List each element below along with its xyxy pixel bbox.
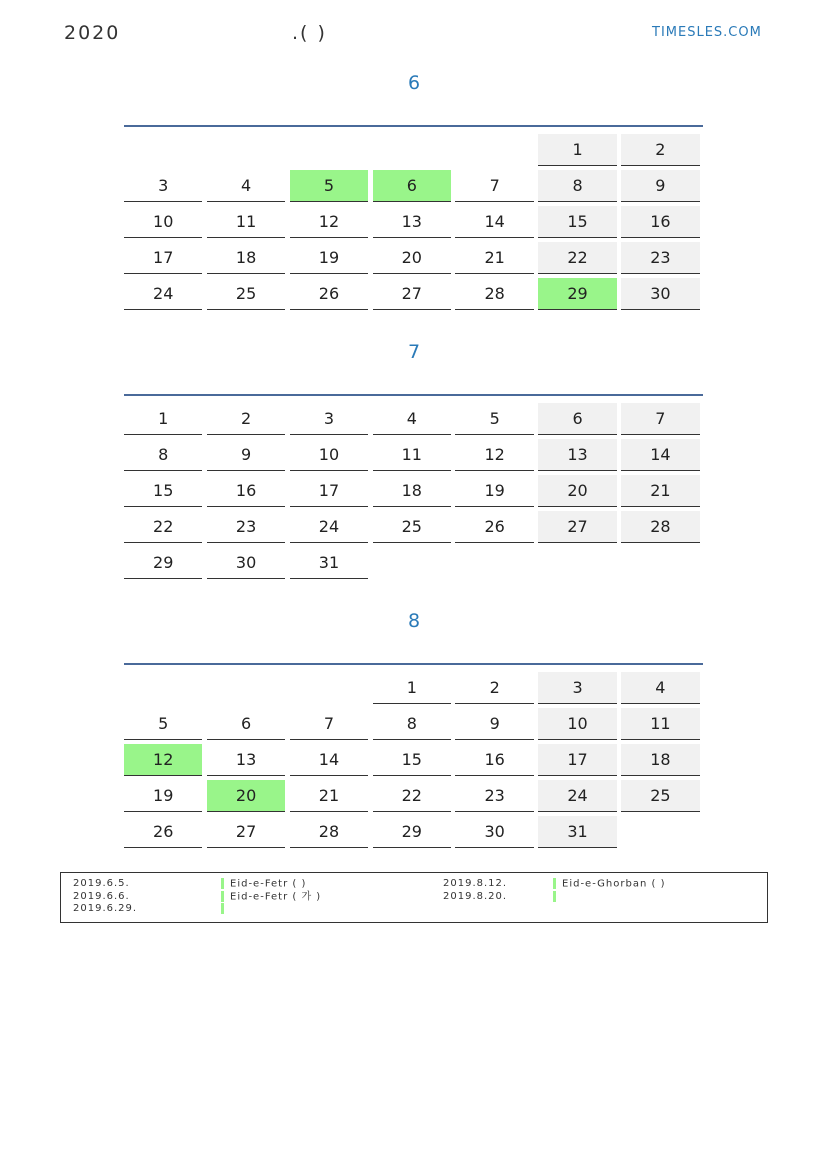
weekend-day-cell: 21: [621, 475, 699, 507]
week-row: [124, 816, 704, 852]
day-cell: 13: [207, 744, 285, 776]
weekend-day-cell: 17: [538, 744, 616, 776]
month-title: 8: [407, 610, 421, 632]
empty-day-cell: [207, 672, 285, 703]
legend-names-right: [553, 878, 665, 903]
day-cell: 27: [207, 816, 285, 848]
day-cell: 15: [124, 475, 202, 507]
legend-date: 2019.6.29.: [73, 903, 138, 914]
holiday-day-cell: 5: [290, 170, 368, 202]
legend-dates-left: [73, 878, 137, 916]
day-cell: 22: [373, 780, 451, 812]
day-cell: 5: [124, 708, 202, 740]
empty-day-cell: [124, 672, 202, 703]
empty-day-cell: [290, 672, 368, 703]
legend-dates-right: [443, 878, 507, 903]
day-cell: 12: [290, 206, 368, 238]
empty-day-cell: [290, 134, 368, 165]
day-cell: 26: [290, 278, 368, 310]
day-cell: 30: [207, 547, 285, 579]
holiday-day-cell: 29: [538, 278, 616, 310]
day-cell: 18: [207, 242, 285, 274]
legend-entry: [221, 903, 321, 916]
empty-day-cell: [621, 547, 699, 578]
weekend-day-cell: 10: [538, 708, 616, 740]
day-cell: 12: [455, 439, 533, 471]
week-row: [124, 242, 704, 278]
brand-link[interactable]: TIMESLES.COM: [652, 25, 762, 40]
week-row: [124, 475, 704, 511]
holiday-marker: [553, 891, 556, 902]
weekend-day-cell: 14: [621, 439, 699, 471]
day-cell: 1: [124, 403, 202, 435]
day-cell: 28: [455, 278, 533, 310]
week-row: [124, 672, 704, 708]
empty-day-cell: [538, 547, 616, 578]
weekend-day-cell: 8: [538, 170, 616, 202]
empty-day-cell: [124, 134, 202, 165]
day-cell: 13: [373, 206, 451, 238]
day-cell: 16: [455, 744, 533, 776]
legend-entry: [221, 891, 321, 904]
week-row: [124, 403, 704, 439]
weekend-day-cell: 15: [538, 206, 616, 238]
weekend-day-cell: 24: [538, 780, 616, 812]
weekend-day-cell: 25: [621, 780, 699, 812]
month-divider: [124, 663, 703, 665]
weekend-day-cell: 7: [621, 403, 699, 435]
weekend-day-cell: 4: [621, 672, 699, 704]
month-divider: [124, 125, 703, 127]
day-cell: 11: [207, 206, 285, 238]
weekend-day-cell: 27: [538, 511, 616, 543]
day-cell: 3: [290, 403, 368, 435]
weekend-day-cell: 11: [621, 708, 699, 740]
day-cell: 2: [455, 672, 533, 704]
day-cell: 29: [373, 816, 451, 848]
day-cell: 17: [290, 475, 368, 507]
weekend-day-cell: 31: [538, 816, 616, 848]
legend-name: Eid-e-Ghorban ( ): [562, 878, 666, 890]
empty-day-cell: [373, 547, 451, 578]
day-cell: 19: [455, 475, 533, 507]
day-cell: 7: [455, 170, 533, 202]
day-cell: 11: [373, 439, 451, 471]
month-title: 6: [407, 72, 421, 94]
day-cell: 21: [290, 780, 368, 812]
day-cell: 26: [455, 511, 533, 543]
weekend-day-cell: 22: [538, 242, 616, 274]
day-cell: 21: [455, 242, 533, 274]
legend-date: 2019.6.6.: [73, 890, 130, 902]
weekend-day-cell: 16: [621, 206, 699, 238]
day-cell: 8: [373, 708, 451, 740]
holiday-day-cell: 12: [124, 744, 202, 776]
weekend-day-cell: 2: [621, 134, 699, 166]
empty-day-cell: [455, 547, 533, 578]
weekend-day-cell: 9: [621, 170, 699, 202]
legend-date: 2019.8.12.: [443, 878, 508, 889]
weekend-day-cell: 23: [621, 242, 699, 274]
day-cell: 9: [455, 708, 533, 740]
month-grid: [124, 672, 704, 852]
day-cell: 23: [207, 511, 285, 543]
day-cell: 18: [373, 475, 451, 507]
calendar-subtitle: .( ): [292, 22, 327, 44]
day-cell: 14: [455, 206, 533, 238]
day-cell: 31: [290, 547, 368, 579]
legend-name: Eid-e-Fetr ( ): [230, 878, 307, 890]
weekend-day-cell: 3: [538, 672, 616, 704]
week-row: [124, 511, 704, 547]
day-cell: 4: [373, 403, 451, 435]
legend-date: 2019.6.5.: [73, 878, 130, 889]
empty-day-cell: [455, 134, 533, 165]
day-cell: 19: [124, 780, 202, 812]
week-row: [124, 170, 704, 206]
weekend-day-cell: 1: [538, 134, 616, 166]
week-row: [124, 744, 704, 780]
calendar-year: 2020: [64, 22, 121, 44]
legend-date: 2019.8.20.: [443, 890, 508, 902]
legend-names-left: [221, 878, 321, 916]
day-cell: 25: [207, 278, 285, 310]
holiday-marker: [221, 903, 224, 914]
day-cell: 10: [124, 206, 202, 238]
empty-day-cell: [207, 134, 285, 165]
week-row: [124, 780, 704, 816]
weekend-day-cell: 18: [621, 744, 699, 776]
holiday-marker: [553, 878, 556, 889]
month-grid: [124, 403, 704, 583]
week-row: [124, 134, 704, 170]
legend-entry: [553, 891, 665, 904]
legend-entry: [221, 878, 321, 891]
day-cell: 19: [290, 242, 368, 274]
month-divider: [124, 394, 703, 396]
page-header: [0, 0, 827, 60]
weekend-day-cell: 13: [538, 439, 616, 471]
day-cell: 24: [290, 511, 368, 543]
day-cell: 8: [124, 439, 202, 471]
day-cell: 22: [124, 511, 202, 543]
day-cell: 29: [124, 547, 202, 579]
day-cell: 26: [124, 816, 202, 848]
day-cell: 24: [124, 278, 202, 310]
weekend-day-cell: 20: [538, 475, 616, 507]
empty-day-cell: [373, 134, 451, 165]
day-cell: 15: [373, 744, 451, 776]
day-cell: 17: [124, 242, 202, 274]
day-cell: 5: [455, 403, 533, 435]
day-cell: 23: [455, 780, 533, 812]
day-cell: 3: [124, 170, 202, 202]
empty-day-cell: [621, 816, 699, 847]
weekend-day-cell: 28: [621, 511, 699, 543]
day-cell: 1: [373, 672, 451, 704]
holiday-legend: [60, 872, 768, 923]
day-cell: 9: [207, 439, 285, 471]
legend-entry: [553, 878, 665, 891]
day-cell: 14: [290, 744, 368, 776]
legend-name: Eid-e-Fetr ( 가 ): [230, 891, 322, 902]
holiday-day-cell: 6: [373, 170, 451, 202]
week-row: [124, 206, 704, 242]
day-cell: 2: [207, 403, 285, 435]
holiday-day-cell: 20: [207, 780, 285, 812]
day-cell: 20: [373, 242, 451, 274]
month-grid: [124, 134, 704, 314]
day-cell: 16: [207, 475, 285, 507]
week-row: [124, 278, 704, 314]
week-row: [124, 708, 704, 744]
day-cell: 7: [290, 708, 368, 740]
day-cell: 4: [207, 170, 285, 202]
weekend-day-cell: 6: [538, 403, 616, 435]
day-cell: 10: [290, 439, 368, 471]
day-cell: 27: [373, 278, 451, 310]
month-title: 7: [407, 341, 421, 363]
day-cell: 25: [373, 511, 451, 543]
day-cell: 6: [207, 708, 285, 740]
holiday-marker: [221, 891, 224, 902]
day-cell: 28: [290, 816, 368, 848]
week-row: [124, 547, 704, 583]
weekend-day-cell: 30: [621, 278, 699, 310]
day-cell: 30: [455, 816, 533, 848]
holiday-marker: [221, 878, 224, 889]
week-row: [124, 439, 704, 475]
